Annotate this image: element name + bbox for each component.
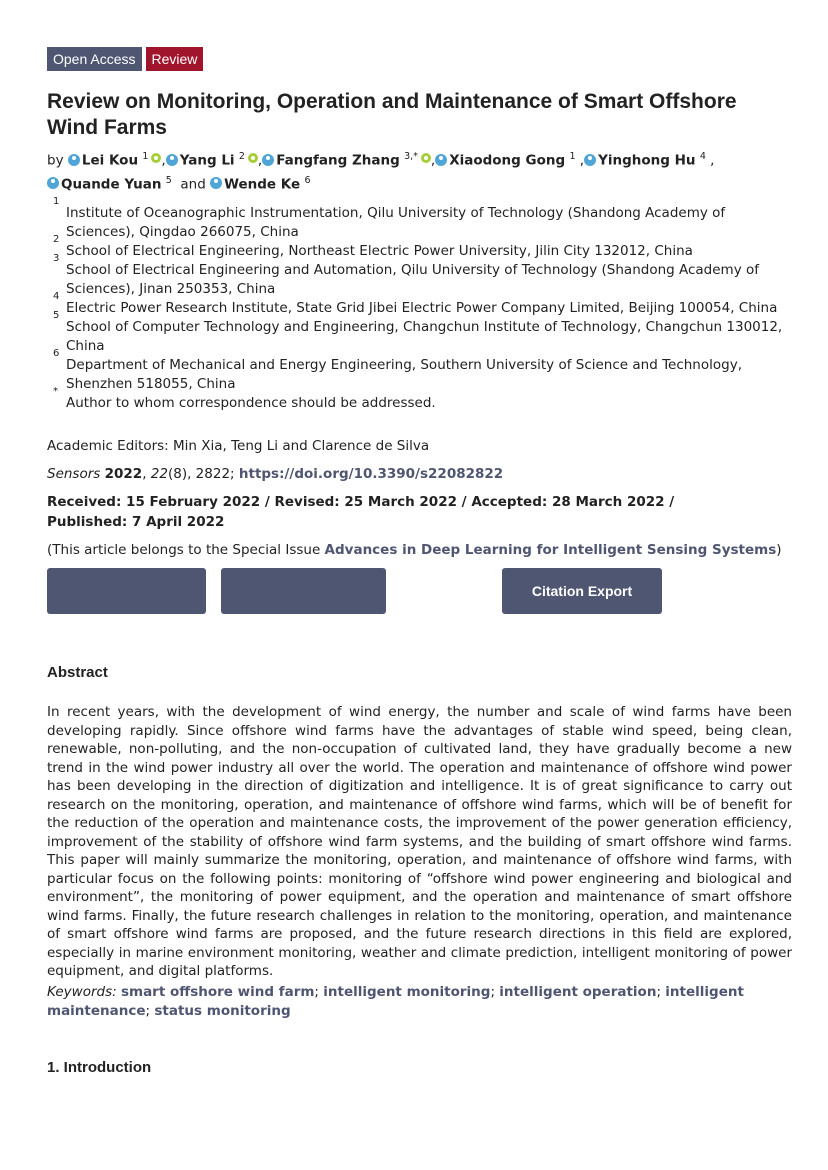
author-link[interactable]: Yinghong Hu bbox=[598, 152, 696, 169]
introduction-heading: 1. Introduction bbox=[47, 1058, 152, 1076]
affiliation-text: School of Electrical Engineering and Automation, Qilu University of Technology (Shandong Academy of Sciences), Jinan 250353, China bbox=[66, 262, 760, 297]
author-affil-sup: 5 bbox=[165, 174, 172, 186]
author-profile-icon[interactable] bbox=[166, 154, 178, 166]
author-link[interactable]: Quande Yuan bbox=[61, 176, 162, 192]
citation-volume: 22 bbox=[150, 466, 168, 482]
abstract-heading: Abstract bbox=[47, 664, 108, 681]
keyword-link[interactable]: smart offshore wind farm bbox=[120, 983, 315, 1000]
affiliation-number: 1 bbox=[53, 196, 60, 207]
orcid-icon[interactable] bbox=[151, 153, 161, 163]
author-affil-sup: 6 bbox=[304, 174, 311, 186]
authors-prefix: by bbox=[47, 152, 64, 169]
affiliation-item bbox=[47, 291, 790, 318]
keyword-link[interactable]: intelligent maintenance bbox=[47, 983, 744, 1019]
review-badge[interactable]: Review bbox=[146, 47, 204, 71]
affiliation-item bbox=[47, 253, 790, 299]
author-profile-icon[interactable] bbox=[68, 154, 80, 166]
affiliation-number: * bbox=[53, 386, 58, 397]
author-list: by Lei Kou $^1$ , Yang Li $^2$ , Fangfang Zhang $^{3,*}$ , Xiaodong Gong $^1$ , Yinghong Hu $^4$ , Quande Yuan $^5$ and Wende Ke $^6$ bbox=[47, 151, 715, 192]
citation-export-button[interactable]: Citation Export bbox=[502, 568, 662, 614]
citation-line: Sensors 2022, 22(8), 2822; https://doi.org/10.3390/s22082822 bbox=[47, 466, 504, 482]
affiliation-text: Author to whom correspondence should be addressed. bbox=[66, 395, 436, 411]
browse-figures-button[interactable] bbox=[221, 568, 386, 614]
affiliation-item bbox=[47, 234, 790, 261]
author-profile-icon[interactable] bbox=[47, 177, 59, 189]
affiliation-text: Electric Power Research Institute, State Grid Jibei Electric Power Company Limited, Beijing 100054, China bbox=[66, 300, 778, 316]
affiliation-number: 5 bbox=[53, 310, 60, 321]
keywords-label: Keywords: bbox=[47, 983, 117, 1000]
affiliation-number: 3 bbox=[53, 253, 60, 264]
publication-dates: Received: 15 February 2022 / Revised: 25 March 2022 / Accepted: 28 March 2022 / Published: 7 April 2022 bbox=[47, 494, 675, 530]
badge-row bbox=[47, 47, 790, 71]
affiliation-number: 2 bbox=[53, 234, 60, 245]
orcid-icon[interactable] bbox=[421, 153, 431, 163]
special-issue-suffix: ) bbox=[776, 542, 782, 558]
author-affil-sup: 1 bbox=[142, 151, 149, 162]
author-link[interactable]: Yang Li bbox=[179, 152, 235, 169]
academic-editors: Academic Editors: Min Xia, Teng Li and Clarence de Silva bbox=[47, 438, 430, 454]
author-link[interactable]: Lei Kou bbox=[81, 152, 139, 169]
author-profile-icon[interactable] bbox=[210, 177, 222, 189]
affiliation-text: School of Computer Technology and Engineering, Changchun Institute of Technology, Changchun 130012, China bbox=[66, 319, 783, 354]
author-profile-icon[interactable] bbox=[584, 154, 596, 166]
journal-name: Sensors bbox=[47, 466, 101, 482]
affiliation-item bbox=[47, 310, 790, 356]
author-profile-icon[interactable] bbox=[262, 154, 274, 166]
author-affil-sup: 4 bbox=[699, 151, 706, 162]
special-issue-prefix: (This article belongs to the Special Issue bbox=[47, 542, 325, 558]
author-affil-sup: 3,* bbox=[404, 151, 418, 162]
author-link[interactable]: Fangfang Zhang bbox=[276, 152, 400, 169]
abstract-text: In recent years, with the development of wind energy, the number and scale of wind farms have been developing rapidly. Since offshore wind farms have the advantages of stable wind speed, being clean, renewable, non-polluting, and the non-occupation of cultivated land, they have gradually become a new trend in the wind power industry all over the world. The operation and maintenance of offshore wind power has been developing in the direction of digitization and intelligence. It is of great significance to carry out research on the monitoring, operation, and maintenance of offshore wind farms, which will be of benefit for the reduction of the operation and maintenance costs, the improvement of the power generation efficiency, improvement of the stability of offshore wind farm systems, and the building of smart offshore wind farms. This paper will mainly summarize the monitoring, operation, and maintenance of offshore wind farms, with particular focus on the following points: monitoring of “offshore wind power engineering and biological and environment”, the monitoring of power equipment, and the operation and maintenance of smart offshore wind farms. Finally, the future research challenges in relation to the monitoring, operation, and maintenance of smart offshore wind farms are proposed, and the future research directions in this field are explored, especially in marine environment monitoring, weather and climate prediction, intelligent monitoring of power equipment, and digital platforms. bbox=[47, 704, 792, 979]
affiliation-text: Institute of Oceanographic Instrumentation, Qilu University of Technology (Shandong Academy of Sciences), Qingdao 266075, China bbox=[66, 205, 726, 240]
keyword-link[interactable]: status monitoring bbox=[154, 1002, 291, 1019]
download-button[interactable] bbox=[47, 568, 206, 614]
citation-issue-pages: (8), 2822; bbox=[167, 466, 239, 482]
author-link[interactable]: Wende Ke bbox=[224, 176, 301, 192]
affiliation-item bbox=[47, 386, 790, 413]
doi-link[interactable]: https://doi.org/10.3390/s22082822 bbox=[238, 466, 504, 482]
affiliation-text: Department of Mechanical and Energy Engineering, Southern University of Science and Technology, Shenzhen 518055, China bbox=[66, 357, 742, 392]
affiliation-list bbox=[47, 198, 790, 413]
affiliation-number: 4 bbox=[53, 291, 60, 302]
author-affil-sup: 2 bbox=[238, 151, 245, 162]
author-link[interactable]: Xiaodong Gong bbox=[449, 152, 566, 169]
author-affil-sup: 1 bbox=[569, 151, 576, 162]
open-access-badge[interactable]: Open Access bbox=[47, 47, 142, 71]
affiliation-text: School of Electrical Engineering, Northeast Electric Power University, Jilin City 132012, China bbox=[66, 243, 693, 259]
keyword-link[interactable]: intelligent operation bbox=[499, 983, 657, 1000]
citation-year: 2022 bbox=[104, 466, 143, 482]
keywords-line: Keywords: smart offshore wind farm; intelligent monitoring; intelligent operation; intelligent maintenance; status monitoring bbox=[47, 983, 744, 1019]
article-page bbox=[47, 47, 790, 1076]
article-title: Review on Monitoring, Operation and Maintenance of Smart Offshore Wind Farms bbox=[47, 90, 737, 139]
keyword-link[interactable]: intelligent monitoring bbox=[323, 983, 491, 1000]
special-issue-link[interactable]: Advances in Deep Learning for Intelligent Sensing Systems bbox=[324, 542, 777, 558]
affiliation-number: 6 bbox=[53, 348, 60, 359]
author-profile-icon[interactable] bbox=[435, 154, 447, 166]
authors-and: and bbox=[180, 176, 206, 192]
affiliation-item bbox=[47, 348, 790, 394]
special-issue-note bbox=[47, 540, 790, 560]
action-button-row bbox=[47, 568, 790, 616]
orcid-icon[interactable] bbox=[248, 153, 258, 163]
affiliation-item bbox=[47, 196, 790, 242]
